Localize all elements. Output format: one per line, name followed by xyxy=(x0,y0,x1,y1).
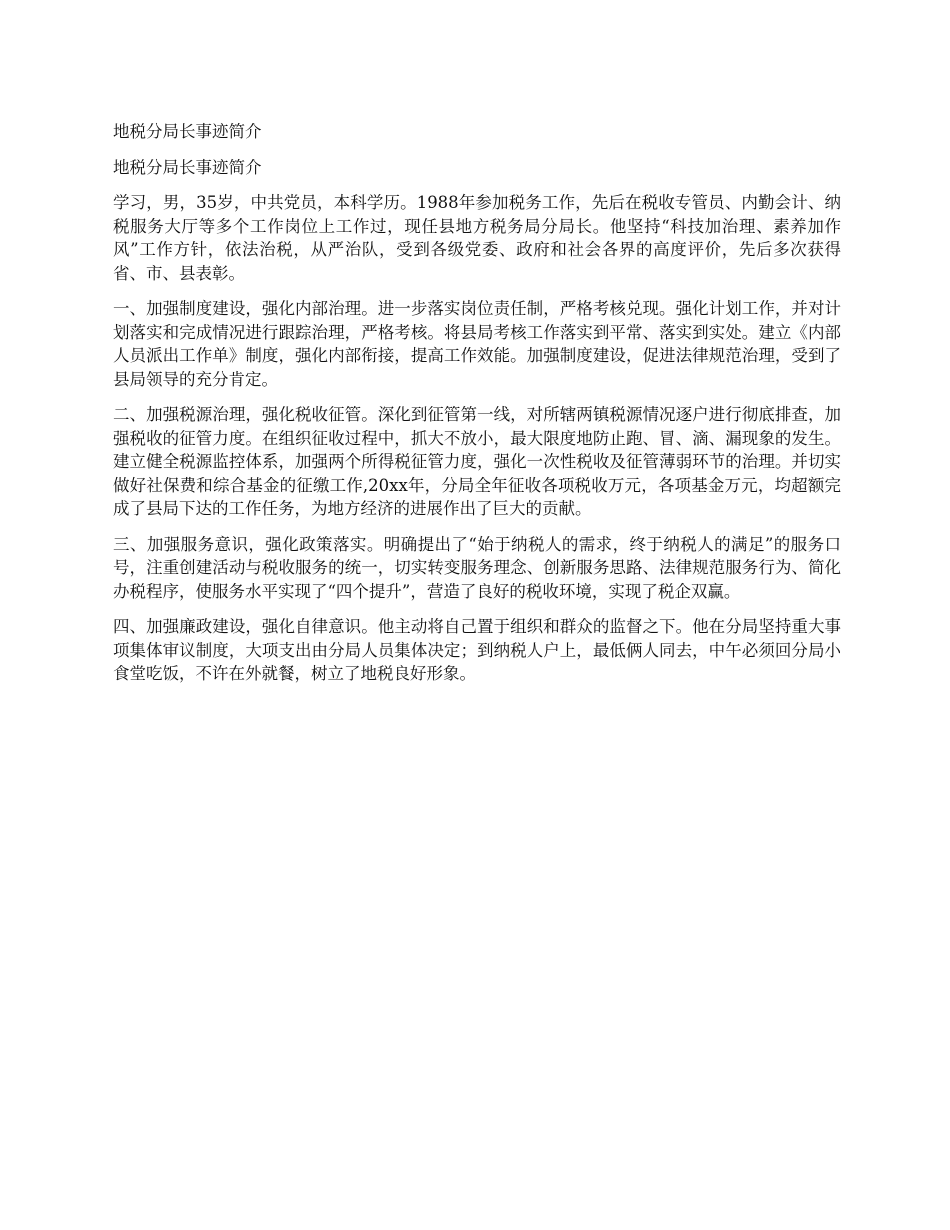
paragraph-section-1: 一、加强制度建设，强化内部治理。进一步落实岗位责任制，严格考核兑现。强化计划工作，并对计划落实和完成情况进行跟踪治理，严格考核。将县局考核工作落实到平常、落实到实处。建立《内部人员派出工作单》制度，强化内部衔接，提高工作效能。加强制度建设，促进法律规范治理，受到了县局领导的充分肯定。 xyxy=(113,299,841,389)
document-body xyxy=(113,120,841,698)
paragraph-section-2: 二、加强税源治理，强化税收征管。深化到征管第一线，对所辖两镇税源情况逐户进行彻底排查，加强税收的征管力度。在组织征收过程中，抓大不放小，最大限度地防止跑、冒、滴、漏现象的发生。建立健全税源监控体系，加强两个所得税征管力度，强化一次性税收及征管薄弱环节的治理。并切实做好社保费和综合基金的征缴工作,20xx年，分局全年征收各项税收万元，各项基金万元，均超额完成了县局下达的工作任务，为地方经济的进展作出了巨大的贡献。 xyxy=(113,405,841,518)
document-title: 地税分局长事迹简介 xyxy=(113,122,262,141)
paragraph-intro: 学习，男，35岁，中共党员，本科学历。1988年参加税务工作，先后在税收专管员、内勤会计、纳税服务大厅等多个工作岗位上工作过，现任县地方税务局分局长。他坚持“科技加治理、素养加作风”工作方针，依法治税，从严治队，受到各级党委、政府和社会各界的高度评价，先后多次获得省、市、县表彰。 xyxy=(113,193,841,283)
paragraph-section-3: 三、加强服务意识，强化政策落实。明确提出了“始于纳税人的需求，终于纳税人的满足”的服务口号，注重创建活动与税收服务的统一，切实转变服务理念、创新服务思路、法律规范服务行为、简化办税程序，使服务水平实现了“四个提升”，营造了良好的税收环境，实现了税企双赢。 xyxy=(113,534,841,601)
paragraph-section-4: 四、加强廉政建设，强化自律意识。他主动将自己置于组织和群众的监督之下。他在分局坚持重大事项集体审议制度，大项支出由分局人员集体决定；到纳税人户上，最低俩人同去，中午必须回分局小食堂吃饭，不许在外就餐，树立了地税良好形象。 xyxy=(113,617,841,683)
document-subtitle: 地税分局长事迹简介 xyxy=(113,157,262,177)
